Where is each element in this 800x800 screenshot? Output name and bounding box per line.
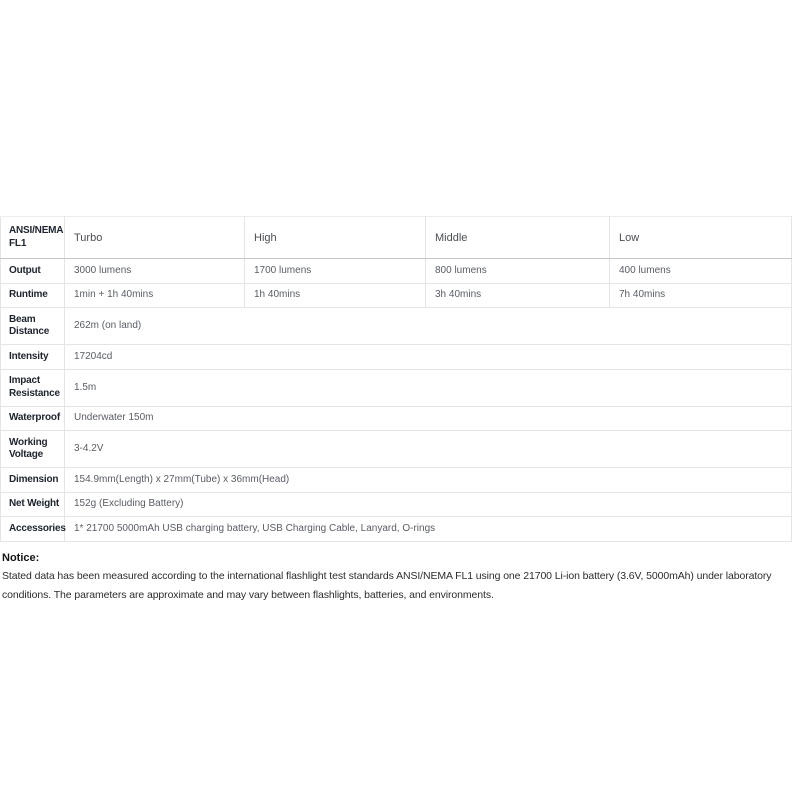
table-row-accessories [1, 517, 792, 542]
dimension-value: 154.9mm(Length) x 27mm(Tube) x 36mm(Head) [65, 468, 792, 493]
working-voltage-value: 3-4.2V [65, 431, 792, 468]
header-mode-turbo: Turbo [65, 217, 245, 259]
runtime-high-value: 1h 40mins [245, 283, 426, 308]
output-high-value: 1700 lumens [245, 259, 426, 284]
table-row-intensity [1, 345, 792, 370]
beam-distance-label: Beam Distance [1, 308, 65, 345]
header-ansi-nema-fl1-label: ANSI/NEMA FL1 [1, 217, 65, 259]
header-row [1, 217, 792, 259]
table-row-net-weight [1, 492, 792, 517]
impact-resistance-value: 1.5m [65, 369, 792, 406]
runtime-middle-value: 3h 40mins [426, 283, 610, 308]
impact-resistance-label: Impact Resistance [1, 369, 65, 406]
output-label: Output [1, 259, 65, 284]
runtime-label: Runtime [1, 283, 65, 308]
table-row-beam-distance [1, 308, 792, 345]
accessories-value: 1* 21700 5000mAh USB charging battery, USB Charging Cable, Lanyard, O-rings [65, 517, 792, 542]
runtime-low-value: 7h 40mins [610, 283, 792, 308]
table-row-waterproof [1, 406, 792, 431]
intensity-value: 17204cd [65, 345, 792, 370]
dimension-label: Dimension [1, 468, 65, 493]
header-mode-middle: Middle [426, 217, 610, 259]
notice-section [2, 552, 794, 607]
notice-heading: Notice: [2, 551, 40, 564]
header-mode-high: High [245, 217, 426, 259]
net-weight-label: Net Weight [1, 492, 65, 517]
working-voltage-label: Working Voltage [1, 431, 65, 468]
notice-body-text: Stated data has been measured according to the international flashlight test standards ANSI/NEMA FL1 using one 21700 Li-ion battery (3.6V, 5000mAh) under laboratory conditions. The parameters are approximate and may vary between flashlights, batteries, and environments. [2, 569, 772, 602]
accessories-label: Accessories [1, 517, 65, 542]
spec-section [0, 216, 800, 606]
output-turbo-value: 3000 lumens [65, 259, 245, 284]
table-row-output [1, 259, 792, 284]
table-row-working-voltage [1, 431, 792, 468]
output-middle-value: 800 lumens [426, 259, 610, 284]
flashlight-spec-table [0, 216, 792, 542]
beam-distance-value: 262m (on land) [65, 308, 792, 345]
output-low-value: 400 lumens [610, 259, 792, 284]
header-mode-low: Low [610, 217, 792, 259]
runtime-turbo-value: 1min + 1h 40mins [65, 283, 245, 308]
table-row-dimension [1, 468, 792, 493]
waterproof-value: Underwater 150m [65, 406, 792, 431]
net-weight-value: 152g (Excluding Battery) [65, 492, 792, 517]
intensity-label: Intensity [1, 345, 65, 370]
table-row-impact-resistance [1, 369, 792, 406]
waterproof-label: Waterproof [1, 406, 65, 431]
table-row-runtime [1, 283, 792, 308]
